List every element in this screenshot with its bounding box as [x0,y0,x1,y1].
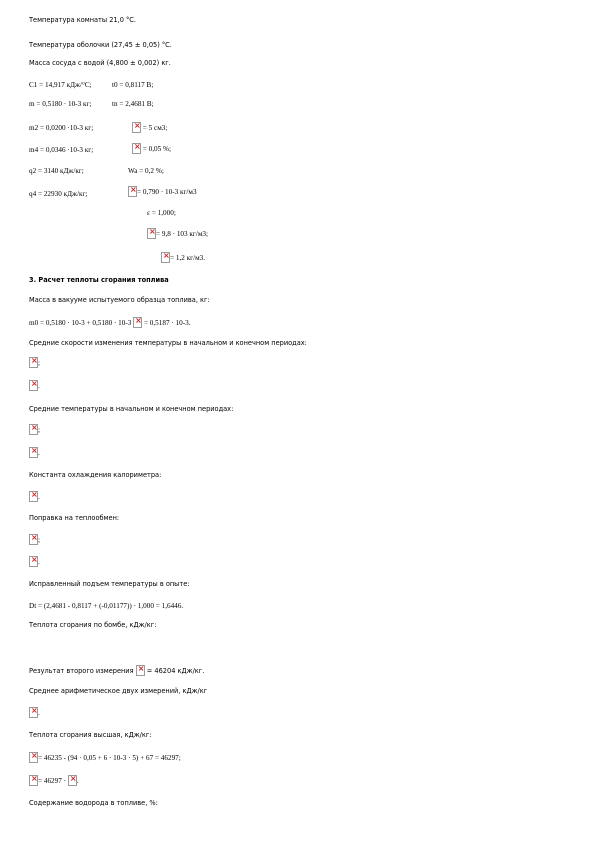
higher-heat-result [29,775,79,786]
m0-left: m0 = 0,5180 · 10-3 + 0,5180 · 10-3 [29,319,132,327]
m-value: m = 0,5180 · 10-3 кг; [29,100,92,108]
broken-image-icon [29,534,38,545]
heat-exchange-caption: Поправка на теплообмен: [29,514,120,522]
broken-image-icon [128,186,137,197]
tn-value: tn = 2,4681 В; [112,100,154,108]
punctuation: . [38,709,40,717]
rate-formula-1 [29,357,40,368]
volume-value: = 5 см3; [142,124,168,132]
m2-value: m2 = 0,0200 ·10-3 кг; [29,124,94,132]
hydrogen-content-caption: Содержание водорода в топливе, %: [29,799,158,807]
avg-temp-formula-2 [29,447,40,458]
percent-formula [132,143,171,154]
broken-image-icon [136,665,145,676]
weight-density-formula [147,228,208,239]
bomb-heat-caption: Теплота сгорания по бомбе, кДж/кг: [29,621,157,629]
higher-heat-value: = 46235 - (94 · 0,05 + 6 · 10-3 · 5) + 67 = 46297; [38,754,181,762]
c1-value: C1 = 14,917 кДж/°С; [29,81,92,89]
punctuation: . [38,382,40,390]
heat-exchange-formula-2 [29,556,40,567]
m0-formula [29,317,191,328]
broken-image-icon [29,556,38,567]
higher-heat-result-value: = 46297 · [38,777,67,785]
heat-exchange-formula-1 [29,534,40,545]
broken-image-icon [29,447,38,458]
room-temperature-line: Температура комнаты 21,0 °С. [29,16,136,24]
shell-temperature-line: Температура оболочки (27,45 ± 0,05) °С. [29,41,172,49]
cooling-constant-formula [29,491,40,502]
broken-image-icon [132,122,141,133]
t0-value: t0 = 0,8117 В; [112,81,154,89]
punctuation: ; [38,426,40,434]
broken-image-icon [29,491,38,502]
m0-right: = 0,5187 · 10-3. [143,319,191,327]
broken-image-icon [29,752,38,763]
q4-value: q4 = 22930 кДж/кг; [29,190,88,198]
higher-heat-caption: Теплота сгорания высшая, кДж/кг: [29,731,152,739]
broken-image-icon [29,357,38,368]
m4-value: m4 = 0,0346 ·10-3 кг; [29,146,94,154]
broken-image-icon [161,252,170,263]
avg-temp-caption: Средние температуры в начальном и конечном периодах: [29,405,234,413]
rate-formula-2 [29,380,40,391]
air-density-formula [161,252,205,263]
punctuation: . [76,777,79,785]
weight-density-value: = 9,8 · 103 кг/м3; [156,230,208,238]
punctuation: . [38,493,40,501]
avg-temp-formula-1 [29,424,40,435]
vacuum-mass-caption: Масса в вакууме испытуемого образца топлива, кг: [29,296,210,304]
second-measurement-label: Результат второго измерения [29,667,134,675]
temperature-rise-caption: Исправленный подъем температуры в опыте: [29,580,190,588]
broken-image-icon [133,317,142,328]
section-heading: 3. Расчет теплоты сгорания топлива [29,276,169,284]
broken-image-icon [68,775,77,786]
percent-value: = 0,05 %; [142,145,172,153]
wa-value: Wa = 0,2 %; [128,167,164,175]
broken-image-icon [29,380,38,391]
broken-image-icon [147,228,156,239]
broken-image-icon [132,143,141,154]
punctuation: ; [38,536,40,544]
rate-caption: Средние скорости изменения температуры в начальном и конечном периодах: [29,339,307,347]
broken-image-icon [29,775,38,786]
arithmetic-mean-formula [29,707,40,718]
epsilon-value: ε = 1,000; [147,209,176,217]
air-density-value: = 1,2 кг/м3. [170,254,206,262]
temperature-rise-formula: Dt = (2,4681 - 0,8117 + (-0,01177)) · 1,000 = 1,6446. [29,602,184,610]
higher-heat-formula [29,752,181,763]
second-measurement-line [29,665,204,676]
volume-formula [132,122,167,133]
broken-image-icon [29,707,38,718]
punctuation: . [38,558,40,566]
vessel-mass-line: Масса сосуда с водой (4,800 ± 0,002) кг. [29,59,171,67]
punctuation: . [38,449,40,457]
arithmetic-mean-caption: Среднее арифметическое двух измерений, кДж/кг [29,687,208,695]
punctuation: ; [38,359,40,367]
q2-value: q2 = 3140 кДж/кг; [29,167,84,175]
density-formula [128,186,197,197]
broken-image-icon [29,424,38,435]
cooling-constant-caption: Константа охлаждения калориметра: [29,471,162,479]
second-measurement-value: = 46204 кДж/кг. [146,667,205,675]
density-value: = 0,790 · 10-3 кг/м3 [137,188,197,196]
